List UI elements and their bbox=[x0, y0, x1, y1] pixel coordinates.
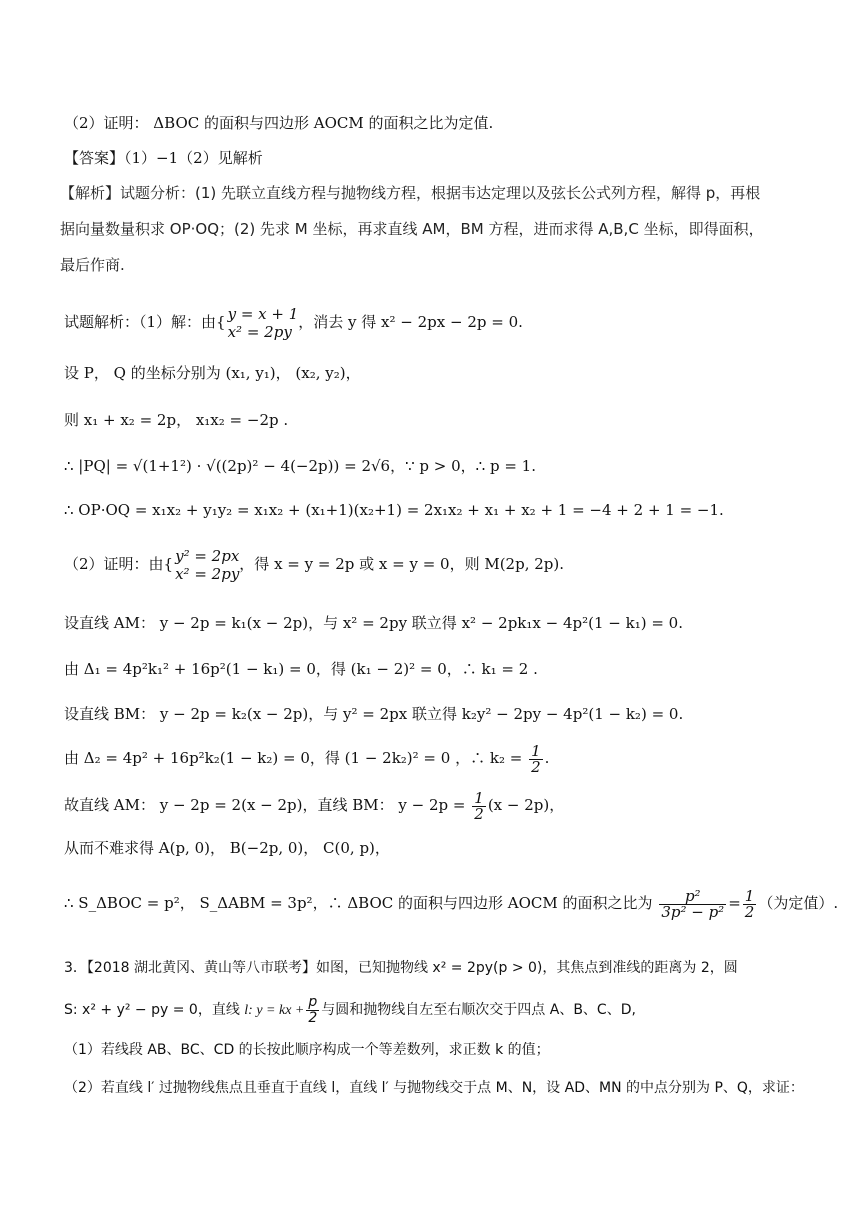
solution-step-9: 设直线 BM： y − 2p = k₂(x − 2p)，与 y² = 2px 联立得 k₂y² − 2py − 4p²(1 − k₂) = 0. bbox=[64, 705, 684, 723]
q3-intersections-text: 与圆和抛物线自左至右顺次交于四点 A、B、C、D, bbox=[321, 1002, 636, 1018]
solution-step-5: ∴ OP·OQ = x₁x₂ + y₁y₂ = x₁x₂ + (x₁+1)(x₂+1) = 2x₁x₂ + x₁ + x₂ + 1 = −4 + 2 + 1 = −1. bbox=[64, 501, 724, 519]
fraction-half bbox=[529, 741, 543, 776]
system-eq-a: y = x + 1 bbox=[227, 305, 299, 323]
fraction-denominator: 2 bbox=[531, 757, 541, 776]
solution-step-6 bbox=[64, 546, 564, 583]
question-3-header: 3．【2018 湖北黄冈、黄山等八市联考】如图，已知抛物线 x² = 2py(p > 0)，其焦点到准线的距离为 2，圆 bbox=[64, 960, 738, 976]
step13-prefix: ∴ S_ΔBOC = p²， S_ΔABM = 3p²，∴ ΔBOC 的面积与四边形 AOCM 的面积之比为 bbox=[64, 894, 653, 912]
solution-step-13 bbox=[64, 883, 838, 923]
solution-step-1 bbox=[64, 304, 523, 341]
step6-suffix: ，得 x = y = 2p 或 x = y = 0，则 M(2p, 2p). bbox=[239, 555, 565, 573]
fraction-numerator: 1 bbox=[531, 741, 541, 760]
equation-system bbox=[228, 305, 299, 341]
question-3-line-2 bbox=[64, 992, 636, 1029]
solution-step-4: ∴ |PQ| = √(1+1²) · √((2p)² − 4(−2p)) = 2√6，∵ p > 0，∴ p = 1. bbox=[64, 457, 536, 475]
fraction-p-over-2 bbox=[306, 995, 319, 1026]
step10-suffix: . bbox=[544, 749, 550, 767]
step10-prefix: 由 Δ₂ = 4p² + 16p²k₂(1 − k₂) = 0，得 (1 − 2k₂)² = 0 ，∴ k₂ = bbox=[64, 749, 523, 767]
fraction-denominator: 3p² − p² bbox=[661, 902, 725, 921]
step11-suffix: (x − 2p)， bbox=[487, 796, 565, 814]
system2-eq-a: y² = 2px bbox=[175, 547, 240, 565]
step11-prefix: 故直线 AM： y − 2p = 2(x − 2p)，直线 BM： y − 2p = bbox=[64, 796, 466, 814]
step13-suffix: （为定值）. bbox=[758, 894, 839, 912]
question-2-statement: （2）证明： ΔBOC 的面积与四边形 AOCM 的面积之比为定值. bbox=[64, 114, 494, 132]
question-3-part-2: （2）若直线 l′ 过抛物线焦点且垂直于直线 l，直线 l′ 与抛物线交于点 M、N，设 AD、MN 的中点分别为 P、Q，求证： bbox=[64, 1080, 804, 1096]
solution-step-7: 设直线 AM： y − 2p = k₁(x − 2p)，与 x² = 2py 联立得 x² − 2pk₁x − 4p²(1 − k₁) = 0. bbox=[64, 614, 683, 632]
solution-step-11 bbox=[64, 787, 564, 823]
fraction-half-3 bbox=[743, 886, 757, 921]
analysis-line-2: 据向量数量积求 OP·OQ；(2) 先求 M 坐标，再求直线 AM，BM 方程，进而求得 A,B,C 坐标，即得面积， bbox=[60, 220, 764, 238]
system2-eq-b: x² = 2py bbox=[175, 565, 240, 583]
fraction-numerator: 1 bbox=[474, 788, 484, 807]
line-l-equation: l: y = kx + bbox=[244, 1003, 305, 1018]
analysis-block bbox=[60, 175, 805, 287]
solution-step-2: 设 P， Q 的坐标分别为 (x₁, y₁)， (x₂, y₂)， bbox=[64, 364, 361, 382]
equals-sign: = bbox=[728, 894, 741, 912]
solution-step-3: 则 x₁ + x₂ = 2p， x₁x₂ = −2p . bbox=[64, 411, 289, 429]
solution-step-10 bbox=[64, 740, 549, 776]
solution-step-12: 从而不难求得 A(p, 0)， B(−2p, 0)， C(0, p)， bbox=[64, 839, 390, 857]
step1-prefix: 试题解析：（1）解：由{ bbox=[64, 313, 226, 331]
answer-line: 【答案】（1）−1（2）见解析 bbox=[64, 149, 263, 167]
question-3-part-1: （1）若线段 AB、BC、CD 的长按此顺序构成一个等差数列，求正数 k 的值； bbox=[64, 1042, 550, 1058]
fraction-denominator: 2 bbox=[744, 902, 755, 921]
q3-circle-text: S: x² + y² − py = 0，直线 bbox=[64, 1002, 240, 1018]
fraction-numerator: p² bbox=[659, 889, 726, 905]
step1-suffix: ，消去 y 得 x² − 2px − 2p = 0. bbox=[298, 313, 523, 331]
analysis-line-3: 最后作商. bbox=[60, 256, 125, 274]
system-eq-b: x² = 2py bbox=[227, 323, 292, 341]
fraction-numerator: 1 bbox=[744, 886, 755, 905]
step6-prefix: （2）证明：由{ bbox=[64, 555, 174, 573]
fraction-numerator: p bbox=[306, 995, 319, 1011]
fraction-half-2 bbox=[472, 788, 486, 823]
analysis-line-1: 【解析】试题分析：(1) 先联立直线方程与抛物线方程，根据韦达定理以及弦长公式列方程，解得 p，再根 bbox=[60, 184, 761, 202]
solution-step-8: 由 Δ₁ = 4p²k₁² + 16p²(1 − k₁) = 0，得 (k₁ − 2)² = 0，∴ k₁ = 2 . bbox=[64, 660, 538, 678]
area-ratio-fraction bbox=[659, 886, 726, 921]
equation-system-2 bbox=[175, 547, 239, 583]
fraction-denominator: 2 bbox=[308, 1009, 318, 1026]
fraction-denominator: 2 bbox=[474, 804, 484, 823]
